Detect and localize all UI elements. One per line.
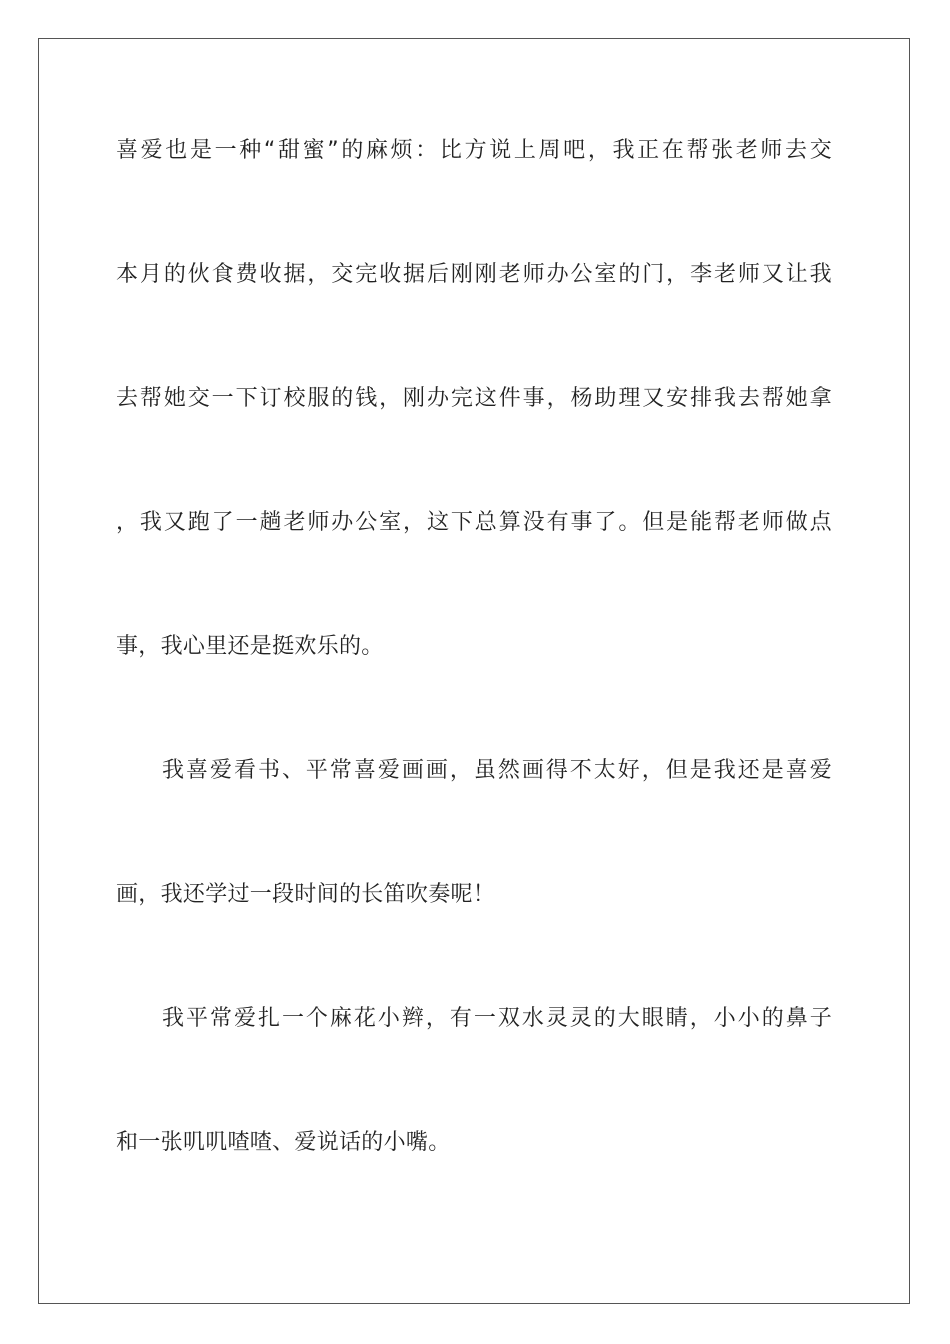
text-line-7: 画，我还学过一段时间的长笛吹奏呢！ bbox=[116, 882, 496, 907]
text-line-8: 我平常爱扎一个麻花小辫，有一双水灵灵的大眼睛，小小的鼻子 bbox=[162, 1006, 832, 1031]
text-line-4: ，我又跑了一趟老师办公室，这下总算没有事了。但是能帮老师做点 bbox=[116, 510, 832, 535]
text-line-2: 本月的伙食费收据，交完收据后刚刚老师办公室的门，李老师又让我 bbox=[116, 262, 832, 287]
text-line-1: 喜爱也是一种“甜蜜”的麻烦：比方说上周吧，我正在帮张老师去交 bbox=[116, 138, 832, 163]
text-line-6: 我喜爱看书、平常喜爱画画，虽然画得不太好，但是我还是喜爱 bbox=[162, 758, 832, 783]
text-line-5: 事，我心里还是挺欢乐的。 bbox=[116, 634, 384, 659]
page-border bbox=[38, 38, 910, 1304]
text-line-3: 去帮她交一下订校服的钱，刚办完这件事，杨助理又安排我去帮她拿 bbox=[116, 386, 832, 411]
text-line-9: 和一张叽叽喳喳、爱说话的小嘴。 bbox=[116, 1130, 451, 1155]
